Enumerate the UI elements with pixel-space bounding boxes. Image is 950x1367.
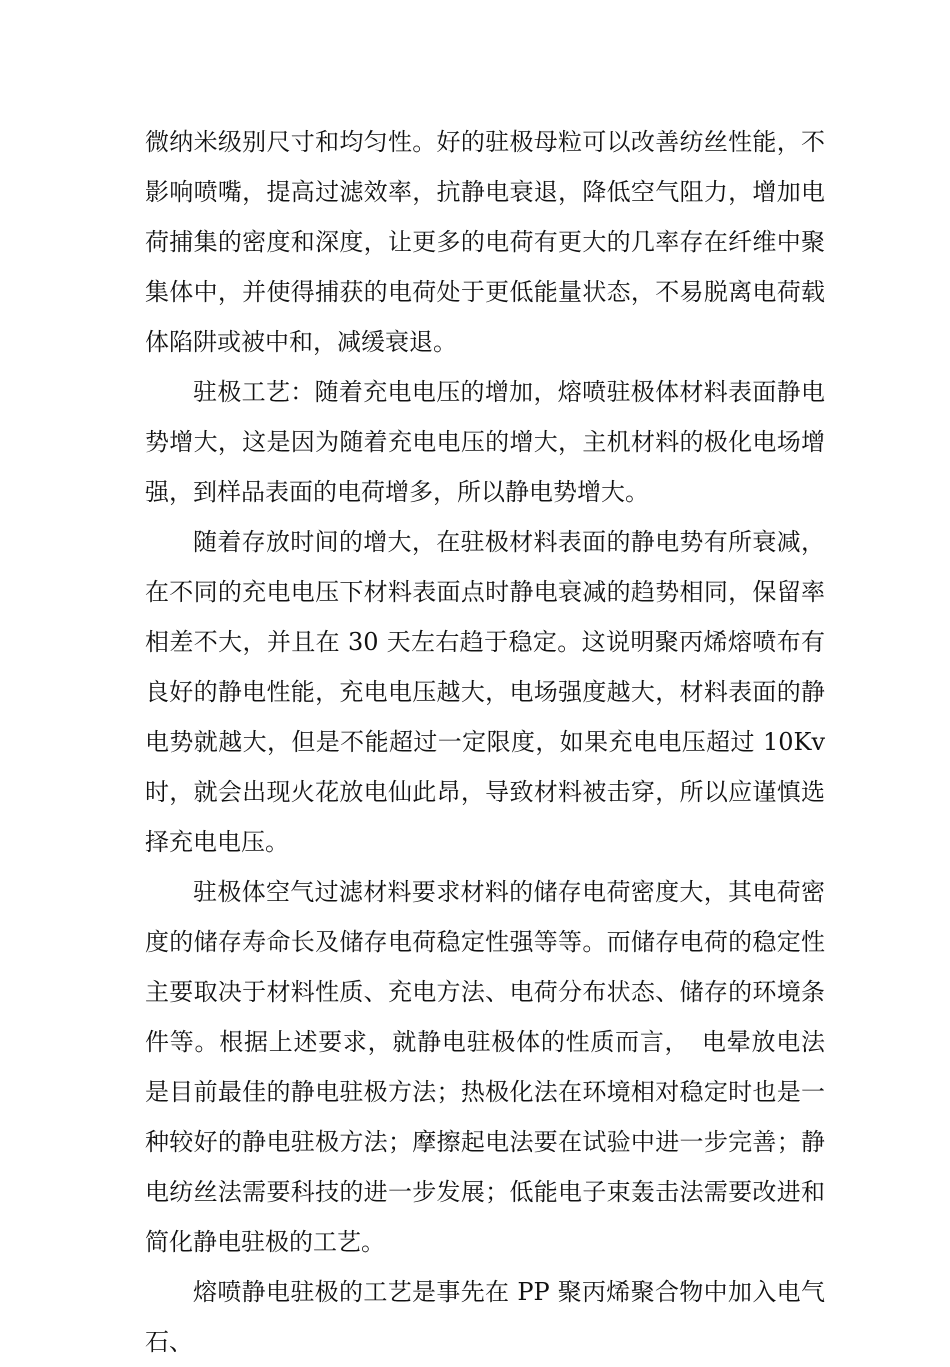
paragraph-filter-material: 驻极体空气过滤材料要求材料的储存电荷密度大，其电荷密度的储存寿命长及储存电荷稳定性强等等。而储存电荷的稳定性主要取决于材料性质、充电方法、电荷分布状态、储存的环境条件等。根据上述要求，就静电驻极体的性质而言， 电晕放电法是目前最佳的静电驻极方法；热极化法在环境相对稳定时也是一种较好的静电驻极方法；摩擦起电法要在试验中进一步完善；静电纺丝法需要科技的进一步发展；低能电子束轰击法需要改进和简化静电驻极的工艺。 [145, 878, 825, 1256]
paragraph-continued: 微纳米级别尺寸和均匀性。好的驻极母粒可以改善纺丝性能，不影响喷嘴，提高过滤效率，抗静电衰退，降低空气阻力，增加电荷捕集的密度和深度，让更多的电荷有更大的几率存在纤维中聚集体中，并使得捕获的电荷处于更低能量状态，不易脱离电荷载体陷阱或被中和，减缓衰退。 [145, 128, 825, 356]
paragraph-meltblown-process: 熔喷静电驻极的工艺是事先在 PP 聚丙烯聚合物中加入电气石、 [145, 1278, 825, 1356]
paragraph-electret-process: 驻极工艺：随着充电电压的增加，熔喷驻极体材料表面静电势增大，这是因为随着充电电压的增大，主机材料的极化电场增强，到样品表面的电荷增多，所以静电势增大。 [145, 378, 825, 506]
document-body [145, 117, 825, 1367]
paragraph-storage-time: 随着存放时间的增大，在驻极材料表面的静电势有所衰减，在不同的充电电压下材料表面点时静电衰减的趋势相同，保留率相差不大，并且在 30 天左右趋于稳定。这说明聚丙烯熔喷布有良好的静电性能，充电电压越大，电场强度越大，材料表面的静电势就越大，但是不能超过一定限度，如果充电电压超过 10Kv 时，就会出现火花放电仙此昂，导致材料被击穿，所以应谨慎选择充电电压。 [145, 528, 825, 856]
